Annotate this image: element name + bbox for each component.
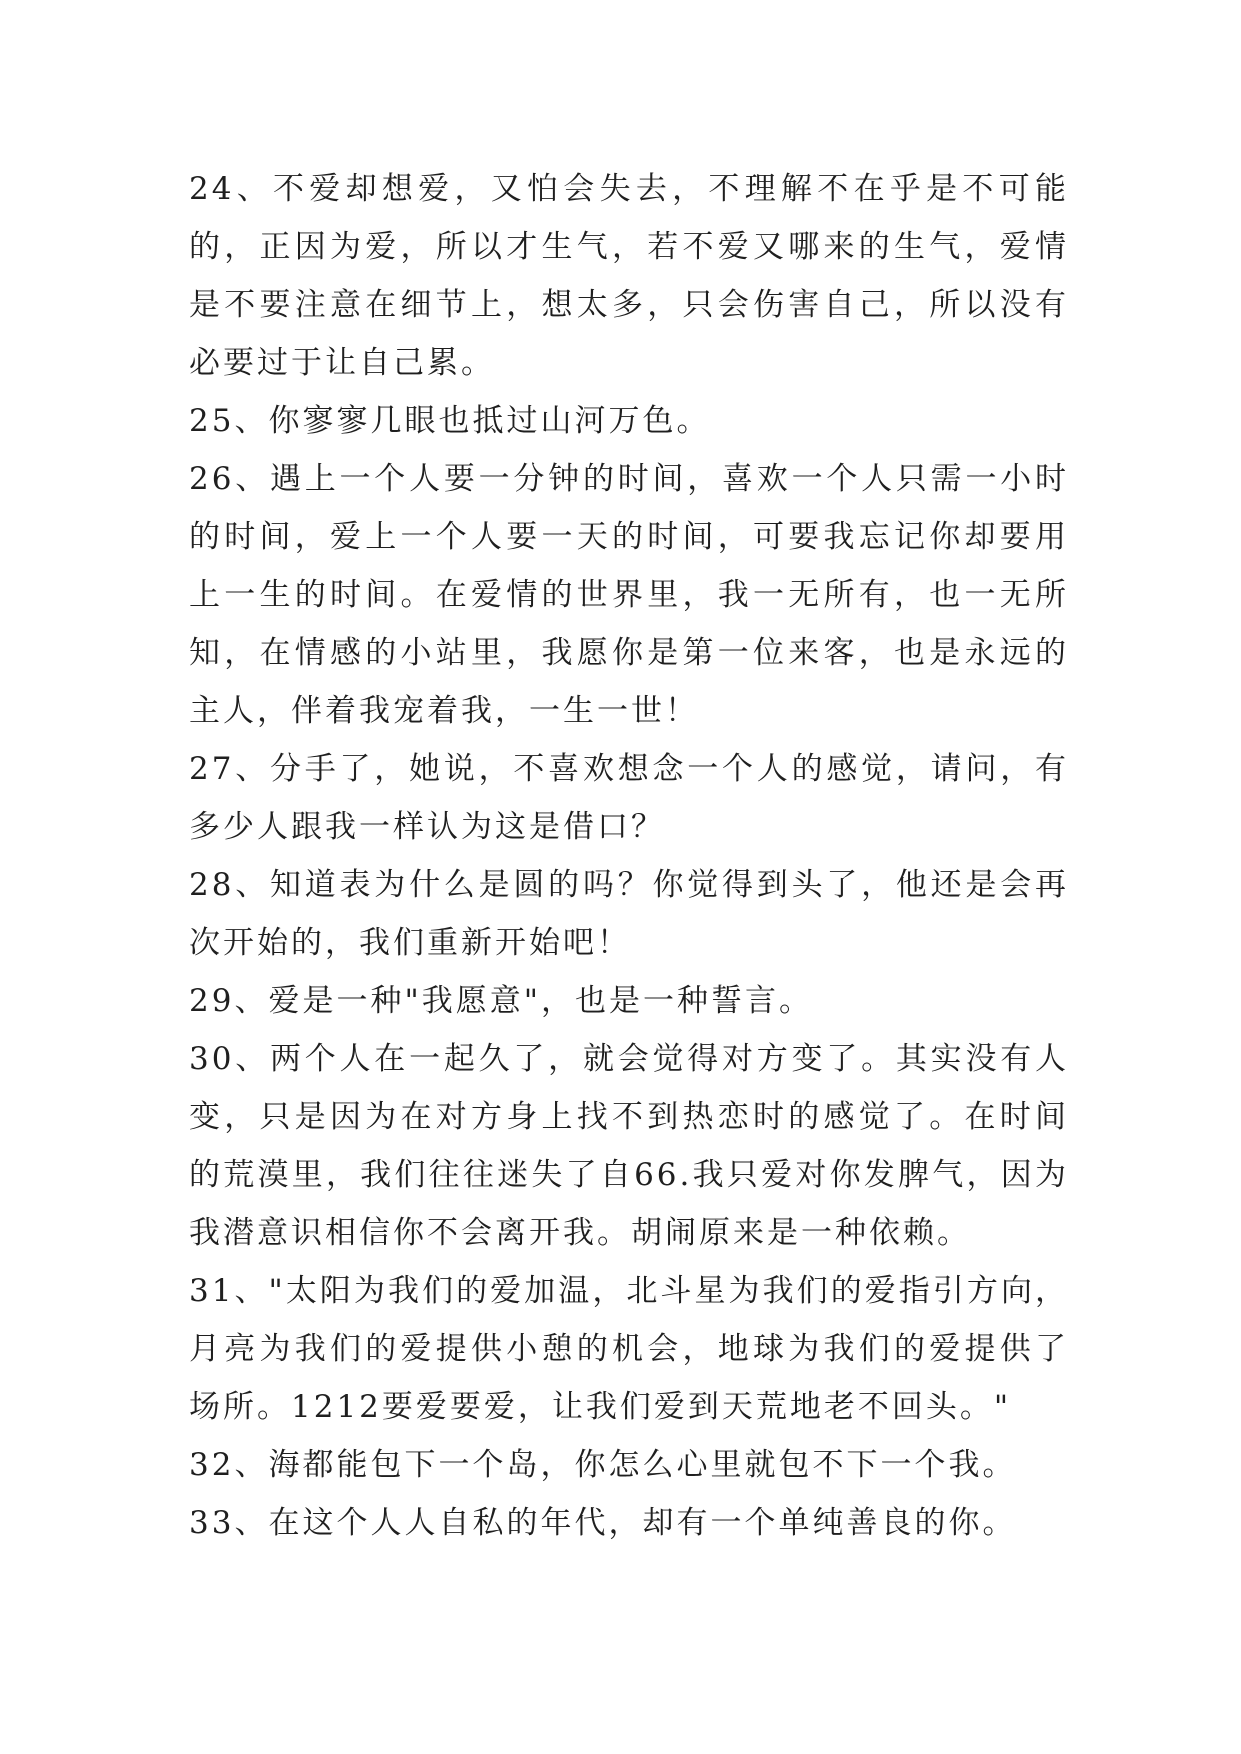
paragraph-33: 33、在这个人人自私的年代，却有一个单纯善良的你。 [189, 1505, 1017, 1541]
document-body [189, 160, 1069, 1552]
paragraph-24: 24、不爱却想爱，又怕会失去，不理解不在乎是不可能的，正因为爱，所以才生气，若不爱又哪来的生气，爱情是不要注意在细节上，想太多，只会伤害自己，所以没有必要过于让自己累。 [189, 171, 1069, 381]
paragraph-27: 27、分手了，她说，不喜欢想念一个人的感觉，请问，有多少人跟我一样认为这是借口？ [189, 751, 1069, 845]
paragraph-30: 30、两个人在一起久了，就会觉得对方变了。其实没有人变，只是因为在对方身上找不到热恋时的感觉了。在时间的荒漠里，我们往往迷失了自66.我只爱对你发脾气，因为我潜意识相信你不会离开我。胡闹原来是一种依赖。 [189, 1041, 1069, 1251]
paragraph-32: 32、海都能包下一个岛，你怎么心里就包不下一个我。 [189, 1447, 1017, 1483]
paragraph-25: 25、你寥寥几眼也抵过山河万色。 [189, 403, 711, 439]
paragraph-28: 28、知道表为什么是圆的吗？你觉得到头了，他还是会再次开始的，我们重新开始吧！ [189, 867, 1069, 961]
paragraph-31: 31、"太阳为我们的爱加温，北斗星为我们的爱指引方向，月亮为我们的爱提供小憩的机会，地球为我们的爱提供了场所。1212要爱要爱，让我们爱到天荒地老不回头。" [189, 1273, 1069, 1425]
paragraph-26: 26、遇上一个人要一分钟的时间，喜欢一个人只需一小时的时间，爱上一个人要一天的时间，可要我忘记你却要用上一生的时间。在爱情的世界里，我一无所有，也一无所知，在情感的小站里，我愿你是第一位来客，也是永远的主人，伴着我宠着我，一生一世！ [189, 461, 1069, 729]
paragraph-29: 29、爱是一种"我愿意"，也是一种誓言。 [189, 983, 813, 1019]
